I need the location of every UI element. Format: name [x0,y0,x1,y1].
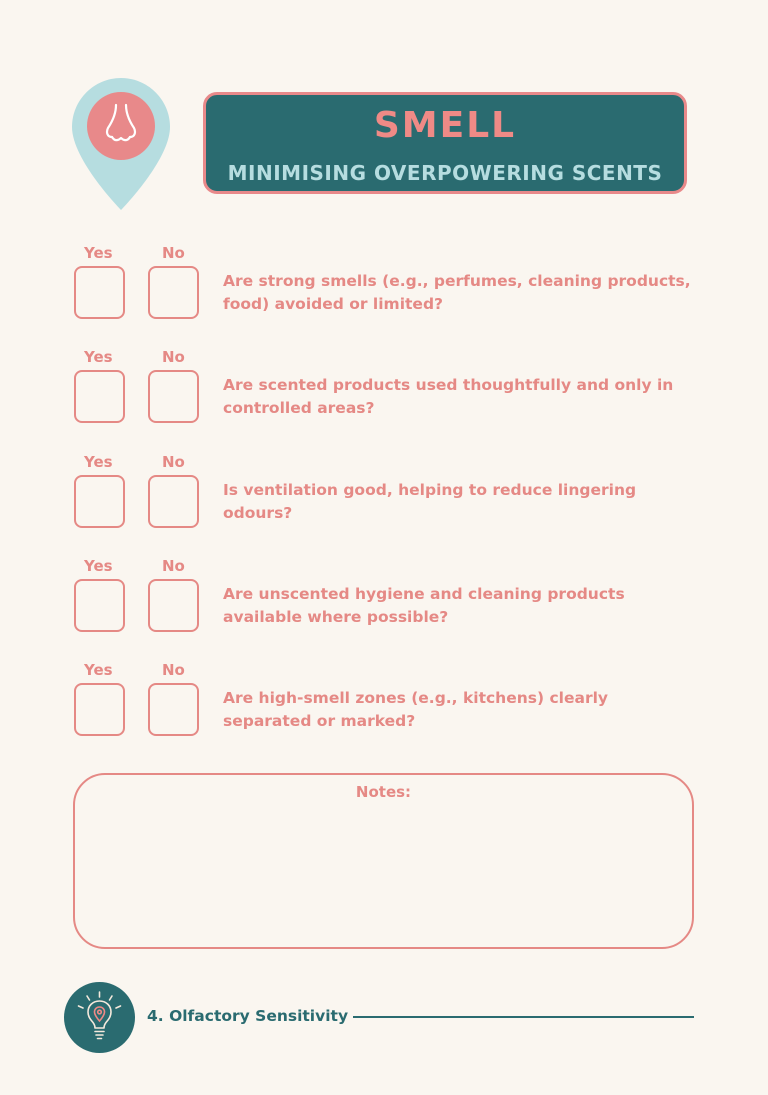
yes-checkbox[interactable] [74,370,125,423]
yes-label: Yes [84,661,113,679]
no-label: No [162,557,185,575]
yes-label: Yes [84,453,113,471]
notes-label: Notes: [355,783,412,801]
no-checkbox[interactable] [148,579,199,632]
notes-area[interactable] [73,773,694,949]
header-banner [203,92,687,194]
nose-pin-icon [70,76,172,212]
question-text: Is ventilation good, helping to reduce lingering odours? [223,481,637,522]
question-text: Are scented products used thoughtfully and only in controlled areas? [223,376,674,417]
no-checkbox[interactable] [148,683,199,736]
yes-checkbox[interactable] [74,475,125,528]
question-text: Are unscented hygiene and cleaning products available where possible? [223,585,625,626]
no-checkbox[interactable] [148,475,199,528]
no-label: No [162,661,185,679]
no-label: No [162,453,185,471]
checklist-row [0,557,768,653]
yes-label: Yes [84,244,113,262]
footer-divider [353,1016,694,1018]
yes-label: Yes [84,348,113,366]
yes-checkbox[interactable] [74,683,125,736]
checklist-row [0,244,768,340]
page-title: SMELL [373,105,517,146]
yes-checkbox[interactable] [74,579,125,632]
no-checkbox[interactable] [148,370,199,423]
yes-label: Yes [84,557,113,575]
no-label: No [162,348,185,366]
lightbulb-icon [64,982,135,1053]
checklist-row [0,348,768,444]
no-label: No [162,244,185,262]
section-label: 4. Olfactory Sensitivity [147,1007,349,1025]
no-checkbox[interactable] [148,266,199,319]
checklist-row [0,453,768,549]
yes-checkbox[interactable] [74,266,125,319]
checklist-row [0,661,768,757]
question-text: Are high-smell zones (e.g., kitchens) clearly separated or marked? [223,689,609,730]
question-text: Are strong smells (e.g., perfumes, cleaning products, food) avoided or limited? [223,272,691,313]
page-subtitle: MINIMISING OVERPOWERING SCENTS [227,161,663,185]
